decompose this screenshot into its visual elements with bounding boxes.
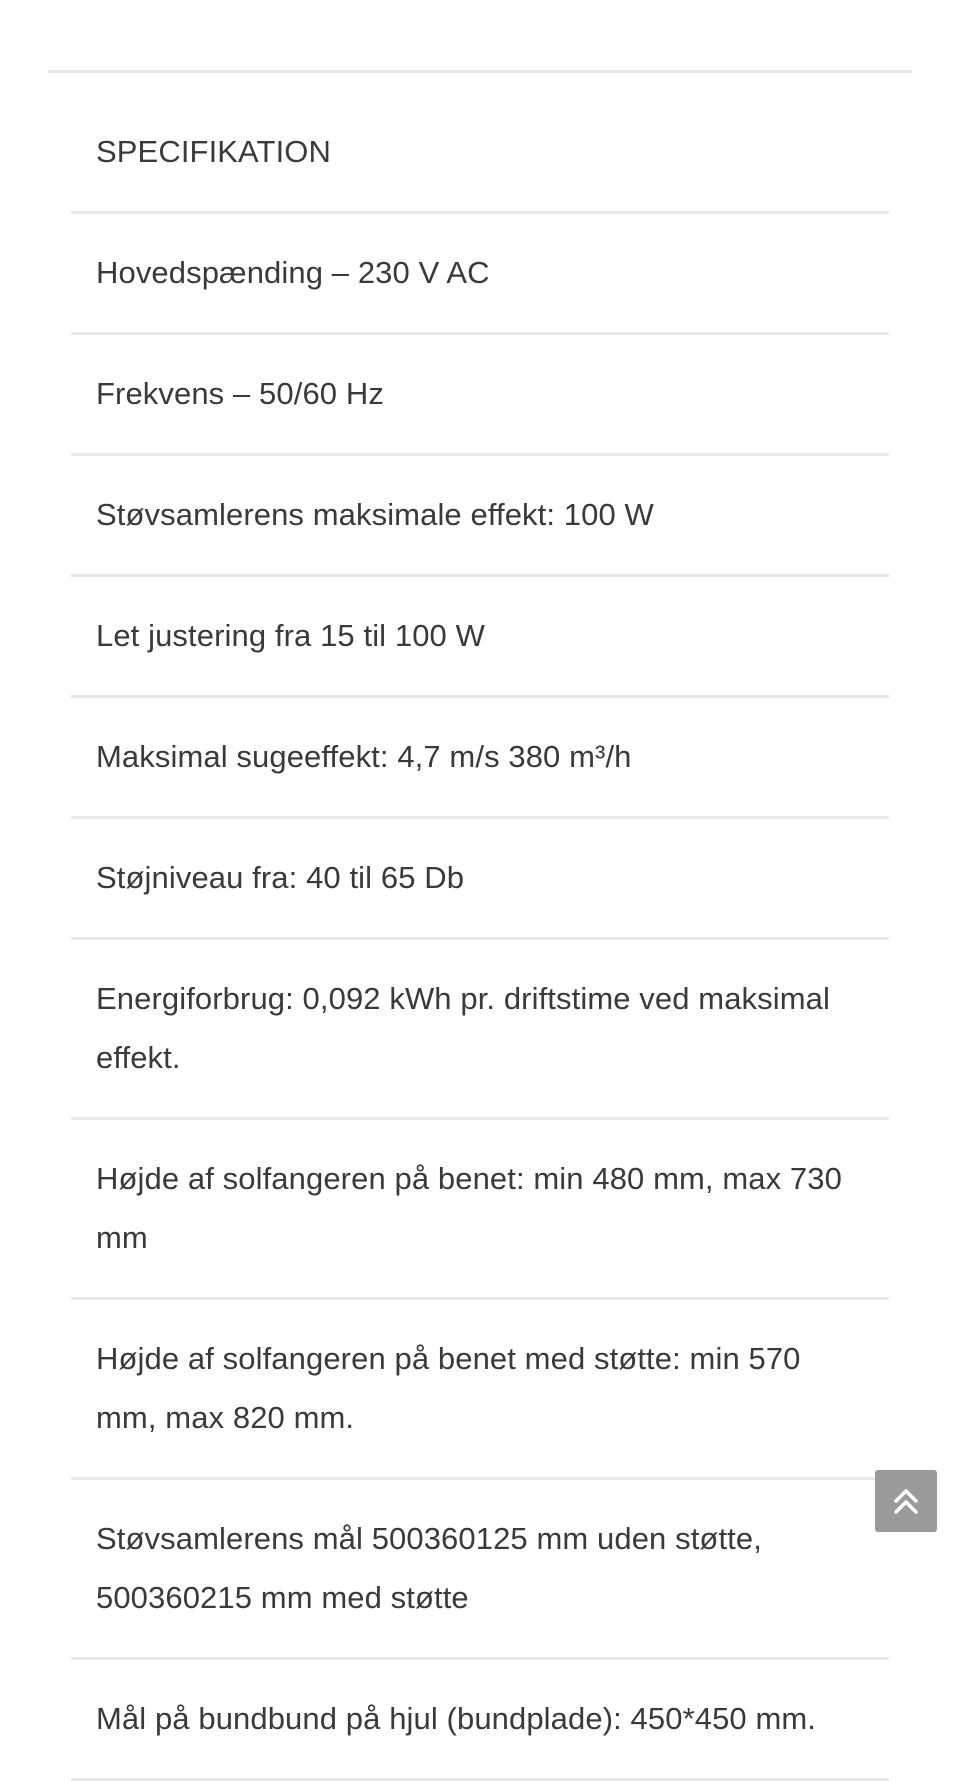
spec-row-suction: Maksimal sugeeffekt: 4,7 m/s 380 m³/h bbox=[71, 698, 889, 819]
double-chevron-up-icon bbox=[891, 1486, 921, 1516]
specification-table bbox=[71, 93, 889, 1781]
spec-row-main-voltage: Hovedspænding – 230 V AC bbox=[71, 214, 889, 335]
spec-row-noise-level: Støjniveau fra: 40 til 65 Db bbox=[71, 819, 889, 940]
spec-row-dimensions: Støvsamlerens mål 500360125 mm uden støtte, 500360215 mm med støtte bbox=[71, 1480, 889, 1660]
spec-row-height-on-leg: Højde af solfangeren på benet: min 480 mm, max 730 mm bbox=[71, 1120, 889, 1300]
spec-row-height-with-support: Højde af solfangeren på benet med støtte: min 570 mm, max 820 mm. bbox=[71, 1300, 889, 1480]
spec-row-frequency: Frekvens – 50/60 Hz bbox=[71, 335, 889, 456]
specification-heading: SPECIFIKATION bbox=[71, 93, 889, 214]
spec-row-power-adjustment: Let justering fra 15 til 100 W bbox=[71, 577, 889, 698]
top-divider bbox=[48, 70, 912, 73]
scroll-to-top-button[interactable] bbox=[875, 1470, 937, 1532]
spec-row-energy-consumption: Energiforbrug: 0,092 kWh pr. driftstime ved maksimal effekt. bbox=[71, 940, 889, 1120]
spec-row-max-power: Støvsamlerens maksimale effekt: 100 W bbox=[71, 456, 889, 577]
spec-row-base-plate: Mål på bundbund på hjul (bundplade): 450*450 mm. bbox=[71, 1660, 889, 1781]
